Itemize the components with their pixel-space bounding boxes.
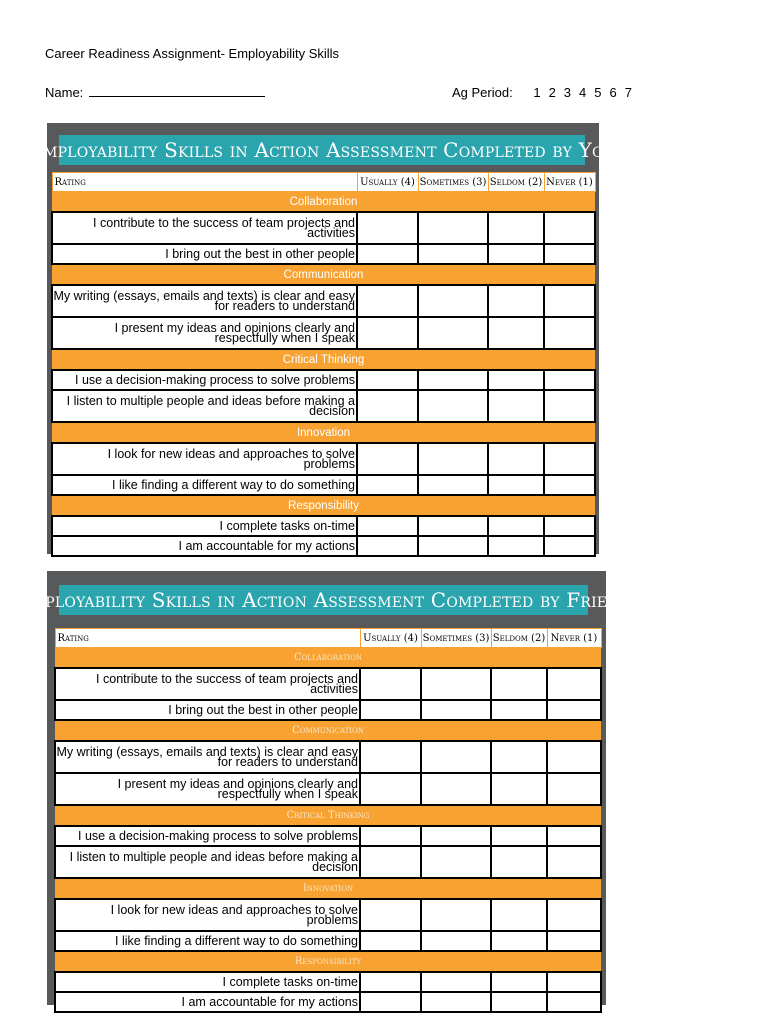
rating-cell-usually[interactable]	[357, 285, 418, 317]
rating-cell-never[interactable]	[547, 773, 601, 805]
statement-row	[52, 244, 595, 264]
rating-cell-seldom[interactable]	[491, 741, 547, 773]
statement-row	[55, 773, 601, 805]
category-row	[55, 720, 601, 741]
rating-cell-seldom[interactable]	[488, 475, 544, 495]
rating-never: Never (1)	[544, 173, 595, 192]
rating-cell-sometimes[interactable]	[421, 668, 491, 700]
rating-cell-usually[interactable]	[357, 390, 418, 422]
category-row	[55, 951, 601, 972]
category-innovation: Innovation	[55, 878, 601, 899]
period-option[interactable]: 1	[533, 85, 541, 100]
rating-cell-seldom[interactable]	[491, 899, 547, 931]
rating-cell-sometimes[interactable]	[421, 741, 491, 773]
rating-cell-sometimes[interactable]	[421, 773, 491, 805]
statement-text: I bring out the best in other people	[52, 244, 357, 264]
rating-cell-never[interactable]	[544, 516, 595, 536]
statement-row	[52, 370, 595, 390]
name-blank-line[interactable]	[89, 85, 265, 97]
rating-cell-never[interactable]	[547, 668, 601, 700]
rating-cell-seldom[interactable]	[491, 846, 547, 878]
statement-text: I am accountable for my actions	[52, 536, 357, 556]
name-field[interactable]	[45, 85, 265, 100]
statement-row	[55, 668, 601, 700]
statement-row	[52, 285, 595, 317]
category-row	[55, 648, 601, 669]
rating-never: Never (1)	[547, 629, 601, 648]
rating-cell-never[interactable]	[547, 846, 601, 878]
rating-cell-seldom[interactable]	[488, 390, 544, 422]
statement-text: I listen to multiple people and ideas before making a decision	[52, 390, 357, 422]
statement-text: I contribute to the success of team projects and activities	[55, 668, 360, 700]
rating-cell-sometimes[interactable]	[421, 700, 491, 720]
category-row	[52, 192, 595, 213]
rating-cell-never[interactable]	[544, 443, 595, 475]
category-collaboration: Collaboration	[52, 192, 595, 213]
rating-cell-usually[interactable]	[357, 212, 418, 244]
rating-cell-never[interactable]	[547, 741, 601, 773]
rating-cell-sometimes[interactable]	[418, 244, 488, 264]
rating-cell-never[interactable]	[547, 931, 601, 951]
statement-text: I bring out the best in other people	[55, 700, 360, 720]
statement-text: I like finding a different way to do something	[55, 931, 360, 951]
rating-cell-sometimes[interactable]	[418, 370, 488, 390]
rating-cell-usually[interactable]	[357, 317, 418, 349]
statement-text: My writing (essays, emails and texts) is clear and easy for readers to understand	[52, 285, 357, 317]
rating-cell-usually[interactable]	[360, 992, 421, 1012]
period-option[interactable]: 2	[548, 85, 556, 100]
rating-cell-never[interactable]	[547, 826, 601, 846]
statement-row	[52, 390, 595, 422]
rating-cell-usually[interactable]	[360, 846, 421, 878]
rating-cell-never[interactable]	[544, 370, 595, 390]
rating-cell-never[interactable]	[544, 317, 595, 349]
statement-text: My writing (essays, emails and texts) is clear and easy for readers to understand	[55, 741, 360, 773]
period-option[interactable]: 5	[594, 85, 602, 100]
rating-usually: Usually (4)	[360, 629, 421, 648]
self-assessment-table	[51, 172, 596, 557]
rating-cell-sometimes[interactable]	[421, 826, 491, 846]
statement-text: I like finding a different way to do something	[52, 475, 357, 495]
category-responsibility: Responsibility	[55, 951, 601, 972]
rating-cell-never[interactable]	[544, 212, 595, 244]
rating-cell-never[interactable]	[544, 390, 595, 422]
rating-cell-never[interactable]	[544, 536, 595, 556]
rating-cell-never[interactable]	[544, 285, 595, 317]
rating-cell-seldom[interactable]	[488, 212, 544, 244]
rating-cell-seldom[interactable]	[491, 826, 547, 846]
statement-row	[52, 443, 595, 475]
friend-assessment-title: Employability Skills in Action Assessment Completed by Friend	[59, 585, 588, 615]
period-option[interactable]: 3	[563, 85, 572, 100]
rating-cell-sometimes[interactable]	[418, 317, 488, 349]
rating-cell-never[interactable]	[544, 475, 595, 495]
rating-cell-usually[interactable]	[360, 773, 421, 805]
period-option[interactable]: 6	[609, 85, 617, 100]
category-communication: Communication	[52, 264, 595, 285]
self-assessment-title: Employability Skills in Action Assessment Completed by You	[59, 135, 585, 165]
rating-cell-sometimes[interactable]	[418, 475, 488, 495]
statement-text: I look for new ideas and approaches to solve problems	[52, 443, 357, 475]
document-title: Career Readiness Assignment- Employability Skills	[45, 46, 340, 61]
rating-cell-sometimes[interactable]	[421, 972, 491, 992]
rating-cell-seldom[interactable]	[491, 931, 547, 951]
rating-cell-usually[interactable]	[360, 700, 421, 720]
statement-text: I look for new ideas and approaches to solve problems	[55, 899, 360, 931]
rating-cell-seldom[interactable]	[491, 773, 547, 805]
rating-cell-sometimes[interactable]	[418, 285, 488, 317]
rating-cell-usually[interactable]	[357, 475, 418, 495]
rating-cell-seldom[interactable]	[491, 668, 547, 700]
rating-cell-usually[interactable]	[360, 972, 421, 992]
rating-header-row	[55, 629, 601, 648]
statement-row	[52, 516, 595, 536]
friend-assessment-panel	[15, 571, 632, 1009]
rating-cell-usually[interactable]	[360, 826, 421, 846]
rating-cell-seldom[interactable]	[488, 370, 544, 390]
statement-row	[55, 899, 601, 931]
category-row	[55, 805, 601, 826]
statement-row	[55, 846, 601, 878]
statement-row	[55, 992, 601, 1012]
rating-cell-sometimes[interactable]	[418, 536, 488, 556]
category-critical-thinking: Critical Thinking	[55, 805, 601, 826]
category-communication: Communication	[55, 720, 601, 741]
statement-row	[55, 931, 601, 951]
statement-row	[55, 972, 601, 992]
rating-cell-never[interactable]	[547, 899, 601, 931]
rating-cell-usually[interactable]	[357, 244, 418, 264]
statement-text: I contribute to the success of team projects and activities	[52, 212, 357, 244]
rating-cell-usually[interactable]	[360, 741, 421, 773]
category-innovation: Innovation	[52, 422, 595, 443]
statement-row	[52, 536, 595, 556]
rating-cell-sometimes[interactable]	[421, 992, 491, 1012]
self-assessment-panel	[28, 123, 616, 554]
statement-text: I complete tasks on-time	[55, 972, 360, 992]
rating-cell-sometimes[interactable]	[418, 443, 488, 475]
statement-text: I present my ideas and opinions clearly and respectfully when I speak	[52, 317, 357, 349]
rating-seldom: Seldom (2)	[488, 173, 544, 192]
rating-cell-seldom[interactable]	[491, 700, 547, 720]
category-row	[52, 349, 595, 370]
rating-cell-sometimes[interactable]	[418, 212, 488, 244]
category-critical-thinking: Critical Thinking	[52, 349, 595, 370]
rating-cell-seldom[interactable]	[488, 285, 544, 317]
category-row	[52, 422, 595, 443]
statement-text: I am accountable for my actions	[55, 992, 360, 1012]
rating-cell-usually[interactable]	[357, 370, 418, 390]
rating-label: Rating	[52, 173, 357, 192]
category-row	[52, 495, 595, 516]
statement-row	[55, 826, 601, 846]
category-row	[52, 264, 595, 285]
period-selector	[452, 85, 632, 100]
statement-row	[55, 741, 601, 773]
rating-sometimes: Sometimes (3)	[418, 173, 488, 192]
period-option[interactable]: 4	[579, 85, 587, 100]
statement-row	[52, 212, 595, 244]
statement-text: I present my ideas and opinions clearly and respectfully when I speak	[55, 773, 360, 805]
statement-text: I use a decision-making process to solve problems	[55, 826, 360, 846]
rating-cell-seldom[interactable]	[491, 972, 547, 992]
rating-cell-sometimes[interactable]	[418, 390, 488, 422]
category-row	[55, 878, 601, 899]
category-responsibility: Responsibility	[52, 495, 595, 516]
statement-row	[52, 317, 595, 349]
rating-cell-usually[interactable]	[357, 536, 418, 556]
period-option[interactable]: 7	[624, 85, 632, 100]
rating-cell-seldom[interactable]	[491, 992, 547, 1012]
rating-cell-sometimes[interactable]	[421, 931, 491, 951]
rating-cell-usually[interactable]	[360, 668, 421, 700]
friend-assessment-table	[54, 628, 602, 1013]
rating-cell-usually[interactable]	[360, 931, 421, 951]
rating-cell-never[interactable]	[547, 972, 601, 992]
category-collaboration: Collaboration	[55, 648, 601, 669]
statement-text: I complete tasks on-time	[52, 516, 357, 536]
rating-cell-usually[interactable]	[357, 443, 418, 475]
statement-text: I use a decision-making process to solve problems	[52, 370, 357, 390]
rating-sometimes: Sometimes (3)	[421, 629, 491, 648]
rating-cell-sometimes[interactable]	[421, 899, 491, 931]
rating-usually: Usually (4)	[357, 173, 418, 192]
rating-cell-seldom[interactable]	[488, 516, 544, 536]
rating-cell-seldom[interactable]	[488, 317, 544, 349]
rating-cell-seldom[interactable]	[488, 443, 544, 475]
rating-label: Rating	[55, 629, 360, 648]
statement-text: I listen to multiple people and ideas before making a decision	[55, 846, 360, 878]
rating-cell-sometimes[interactable]	[421, 846, 491, 878]
name-label: Name:	[45, 85, 84, 100]
rating-cell-seldom[interactable]	[488, 244, 544, 264]
rating-cell-usually[interactable]	[360, 899, 421, 931]
rating-cell-usually[interactable]	[357, 516, 418, 536]
rating-cell-never[interactable]	[544, 244, 595, 264]
rating-cell-seldom[interactable]	[488, 536, 544, 556]
rating-cell-never[interactable]	[547, 700, 601, 720]
statement-row	[55, 700, 601, 720]
period-label: Ag Period:	[452, 85, 513, 100]
rating-cell-sometimes[interactable]	[418, 516, 488, 536]
rating-seldom: Seldom (2)	[491, 629, 547, 648]
rating-header-row	[52, 173, 595, 192]
rating-cell-never[interactable]	[547, 992, 601, 1012]
statement-row	[52, 475, 595, 495]
